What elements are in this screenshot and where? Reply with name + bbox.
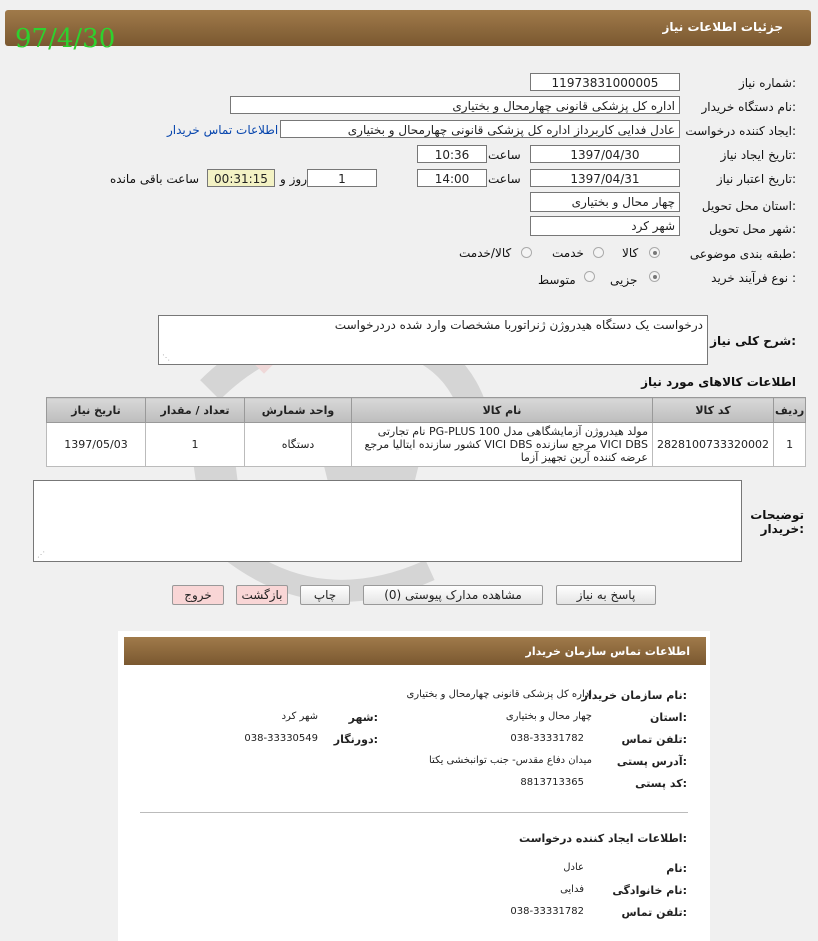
process-option-minor: جزیی [610, 273, 638, 287]
contact-phone-label: تلفن تماس: [621, 733, 687, 746]
contact-postal-label: کد پستی: [635, 777, 687, 790]
category-radio-both[interactable] [521, 247, 532, 258]
items-table-container [46, 397, 806, 467]
process-label: نوع فرآیند خرید : [711, 271, 796, 285]
items-title: اطلاعات کالاهای مورد نیاز [641, 375, 796, 389]
creator-phone-label: تلفن تماس: [621, 906, 687, 919]
reply-button[interactable]: پاسخ به نیاز [556, 585, 656, 605]
view-docs-button[interactable]: مشاهده مدارک پیوستی (0) [363, 585, 543, 605]
buyer-contact-link[interactable]: اطلاعات تماس خریدار [167, 123, 279, 137]
buyer-org-field: اداره کل پزشکی قانونی چهارمحال و بختیاری [230, 96, 680, 114]
creator-name-value: عادل [563, 862, 584, 873]
col-header-code: کد کالا [653, 398, 774, 423]
description-text: درخواست یک دستگاه هیدروژن ژنراتوربا مشخصات وارد شده دردرخواست [334, 318, 703, 332]
valid-date-label: تاریخ اعتبار نیاز: [716, 172, 796, 186]
col-header-qty: تعداد / مقدار [146, 398, 245, 423]
process-option-medium: متوسط [538, 273, 576, 287]
requester-label: ایجاد کننده درخواست: [685, 124, 796, 138]
contact-city-value: شهر کرد [281, 711, 318, 722]
date-stamp: 97/4/30 [15, 24, 116, 54]
resize-grip-icon: ⋰ [37, 550, 45, 559]
requester-field: عادل فدایی کاربرداز اداره کل پزشکی قانونی چهارمحال و بختیاری [280, 120, 680, 138]
category-option-both: کالا/خدمت [459, 246, 512, 260]
created-date-field: 1397/04/30 [530, 145, 680, 163]
col-header-name: نام کالا [352, 398, 653, 423]
contact-divider [140, 812, 688, 813]
created-time-field: 10:36 [417, 145, 487, 163]
category-label: طبقه بندی موضوعی: [689, 247, 796, 261]
city-label: شهر محل تحویل: [709, 222, 796, 236]
remaining-label: ساعت باقی مانده [110, 172, 200, 186]
buyer-notes-textarea[interactable] [33, 480, 742, 562]
contact-fax-label: دورنگار: [333, 733, 378, 746]
header-bar [5, 10, 811, 54]
creator-family-value: فدایی [560, 884, 584, 895]
province-label: استان محل تحویل: [701, 199, 796, 213]
contact-address-value: میدان دفاع مقدس- جنب توانبخشی یکتا [429, 755, 592, 766]
contact-fax-value: 038-33330549 [244, 733, 318, 744]
creator-title: اطلاعات ایجاد کننده درخواست: [519, 832, 687, 845]
remaining-time-field: 00:31:15 [207, 169, 275, 187]
creator-phone-value: 038-33331782 [510, 906, 584, 917]
buyer-notes-label: توضیحات خریدار: [750, 508, 804, 536]
contact-address-label: آدرس پستی: [616, 755, 687, 768]
back-button[interactable]: بازگشت [236, 585, 288, 605]
category-option-goods: کالا [622, 246, 639, 260]
description-textarea[interactable] [158, 315, 708, 365]
creator-family-label: نام خانوادگی: [612, 884, 687, 897]
col-header-date: تاریخ نیاز [47, 398, 146, 423]
process-radio-medium[interactable] [584, 271, 595, 282]
days-label: روز و [280, 172, 307, 186]
contact-province-label: استان: [649, 711, 687, 724]
days-field: 1 [307, 169, 377, 187]
cell-qty: 1 [146, 423, 245, 467]
description-label: شرح کلی نیاز: [710, 334, 796, 348]
cell-row: 1 [773, 423, 805, 467]
valid-time-label: ساعت [488, 172, 521, 186]
col-header-unit: واحد شمارش [245, 398, 352, 423]
need-number-label: شماره نیاز: [738, 76, 796, 90]
category-radio-goods[interactable] [649, 247, 660, 258]
contact-city-label: شهر: [348, 711, 378, 724]
category-radio-service[interactable] [593, 247, 604, 258]
valid-date-field: 1397/04/31 [530, 169, 680, 187]
page-title: جزئیات اطلاعات نیاز [662, 20, 783, 34]
col-header-row: ردیف [773, 398, 805, 423]
cell-code: 2828100733320002 [653, 423, 774, 467]
created-time-label: ساعت [488, 148, 521, 162]
buyer-org-label: نام دستگاه خریدار: [701, 100, 796, 114]
need-number-field: 11973831000005 [530, 73, 680, 91]
contact-panel-header [124, 637, 706, 665]
table-row [47, 423, 806, 467]
contact-postal-value: 8813713365 [520, 777, 584, 788]
process-radio-minor[interactable] [649, 271, 660, 282]
valid-time-field: 14:00 [417, 169, 487, 187]
print-button[interactable]: چاپ [300, 585, 350, 605]
contact-org-value: اداره کل پزشکی قانونی چهارمحال و بختیاری [406, 689, 592, 700]
city-field: شهر کرد [530, 216, 680, 236]
contact-org-label: نام سازمان خریدار: [581, 689, 687, 702]
resize-grip-icon: ⋰ [162, 353, 170, 362]
creator-name-label: نام: [666, 862, 687, 875]
cell-name: مولد هیدروژن آزمایشگاهی مدل PG-PLUS 100 نام تجارتی VICI DBS مرجع سازنده VICI DBS کشور سازنده ایتالیا مرجع عرضه کننده آرین تجهیز آزما [352, 423, 653, 467]
items-table [46, 397, 806, 467]
province-field: چهار محال و بختیاری [530, 192, 680, 212]
exit-button[interactable]: خروج [172, 585, 224, 605]
category-option-service: خدمت [552, 246, 584, 260]
contact-province-value: چهار محال و بختیاری [505, 711, 592, 722]
cell-date: 1397/05/03 [47, 423, 146, 467]
cell-unit: دستگاه [245, 423, 352, 467]
contact-phone-value: 038-33331782 [510, 733, 584, 744]
created-date-label: تاریخ ایجاد نیاز: [720, 148, 796, 162]
contact-panel-title: اطلاعات تماس سازمان خریدار [525, 645, 690, 658]
